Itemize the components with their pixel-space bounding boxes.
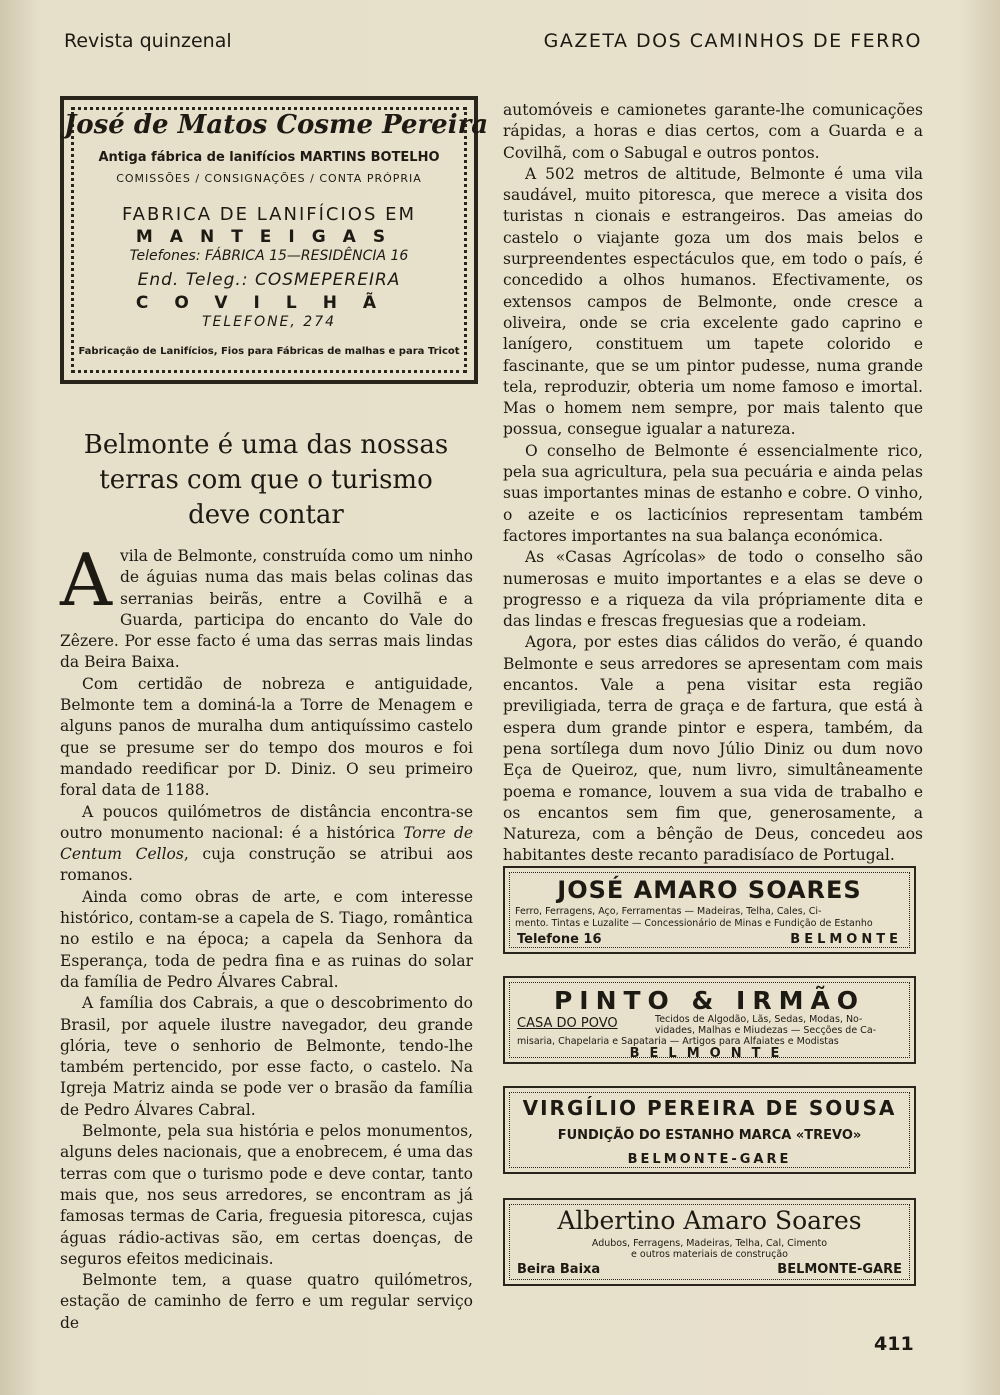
advert-cosme-pereira (60, 96, 489, 384)
advert-name: PINTO & IRMÃO (553, 986, 866, 1015)
title-line: deve contar (188, 500, 344, 530)
advert-line: e outros materiais de construção (631, 1249, 788, 1260)
advert-line: Ferro, Ferragens, Aço, Ferramentas — Madeiras, Telha, Cales, Ci- (515, 906, 822, 917)
advert-line: End. Teleg.: COSMEPEREIRA (137, 270, 401, 290)
advert-pinto-irmao (503, 976, 916, 1064)
paragraph: Com certidão de nobreza e antiguidade, Belmonte tem a dominá-la a Torre de Menagem e alguns panos de muralha dum antiquíssimo castelo que se presume ser do tempo dos mouros e foi mandado reedificar por D. Diniz. O seu primeiro foral data de 1188. (60, 674, 473, 800)
advert-jose-amaro-soares (503, 866, 916, 954)
advert-name: VIRGÍLIO PEREIRA DE SOUSA (522, 1096, 897, 1120)
advert-line: TELEFONE, 274 (201, 314, 337, 330)
advert-line: mento. Tintas e Luzalite — Concessionário de Minas e Fundição de Estanho (515, 918, 873, 929)
advert-line: FABRICA DE LANIFÍCIOS EM (121, 204, 417, 225)
article-column-right (503, 100, 923, 867)
paragraph: Agora, por estes dias cálidos do verão, é quando Belmonte e seus arredores se apresentam com mais encantos. Vale a pena visitar esta região previligiada, terra de graça e de fartura, que está à espera dum grande pintor e espera, também, da pena sortílega dum novo Júlio Diniz ou dum novo Eça de Queiroz, que, num livro, simultâneamente poema e romance, louvem a sua vida de trabalho e os encantos sem fim que, generosamente, a Natureza, com a bênção de Deus, concedeu aos habitantes deste recanto paradisíaco de Portugal. (503, 633, 923, 865)
advert-line: Adubos, Ferragens, Madeiras, Telha, Cal, Cimento (591, 1238, 828, 1249)
advert-name: José de Matos Cosme Pereira (64, 110, 489, 140)
paragraph: Ainda como obras de arte, e com interesse histórico, contam-se a capela de S. Tiago, romântica no estilo e na época; a capela da Senhora da Esperança, toda de pedra fina e as ruinas do solar da família de Pedro Álvares Cabral. (60, 887, 473, 991)
advert-name: Albertino Amaro Soares (557, 1206, 862, 1235)
advert-location: BELMONTE (790, 932, 902, 947)
advert-line: Antiga fábrica de lanifícios MARTINS BOTELHO (98, 150, 440, 165)
advert-line: COMISSÕES / CONSIGNAÇÕES / CONTA PRÓPRIA (116, 172, 422, 185)
title-line: Belmonte é uma das nossas (83, 430, 449, 460)
advert-location: BELMONTE-GARE (627, 1152, 792, 1167)
header-right: GAZETA DOS CAMINHOS DE FERRO (543, 30, 922, 52)
paragraph: As «Casas Agrícolas» de todo o conselho são numerosas e muito importantes e a elas se deve o progresso e a riqueza da vila própriamente dita e das lindas e frescas freguesias que a rodeiam. (503, 548, 923, 631)
advert-location: BELMONTE-GARE (777, 1262, 902, 1277)
advert-phone: Telefone 16 (517, 932, 602, 947)
advert-line: MANTEIGAS (135, 227, 403, 247)
advert-name: JOSÉ AMARO SOARES (557, 876, 862, 904)
advert-albertino-amaro (503, 1198, 916, 1286)
advert-line: vidades, Malhas e Miudezas — Secções de Ca- (655, 1025, 877, 1036)
page-number: 411 (874, 1333, 914, 1355)
paragraph: Belmonte tem, a quase quatro quilómetros, estação de caminho de ferro e um regular serviço de (60, 1271, 473, 1332)
article-title (56, 428, 476, 533)
paragraph: automóveis e camionetes garante-lhe comunicações rápidas, a horas e dias certos, com a Guarda e a Covilhã, com o Sabugal e outros pontos. (503, 101, 923, 162)
paragraph: A 502 metros de altitude, Belmonte é uma vila saudável, muito pitoresca, que merece a visita dos turistas n cionais e estrangeiros. Das ameias do castelo o viajante goza um dos mais belos e surpreendentes espectáculos que, em todo o país, é concedido a olhos humanos. Efectivamente, os extensos campos de Belmonte, onde cresce a oliveira, onde se cria excelente gado caprino e lanígero, constituem um tapete colorido e fascinante, que se um pintor pudesse, numa grande tela, reproduzir, obteria um nome famoso e imortal. Mas o homem nem sempre, por mais talento que possua, consegue igualar a natureza. (503, 164, 923, 439)
paragraph-text: A poucos quilómetros de distância encontra-se outro monumento nacional: é a histórica (60, 802, 473, 842)
advert-virgilio-pereira (503, 1086, 916, 1174)
advert-line: misaria, Chapelaria e Sapataria — Artigos para Alfaiates e Modistas (517, 1036, 839, 1047)
paragraph-text: vila de Belmonte, construída como um ninho de águias numa das mais belas colinas das serranias beirãs, entre a Covilhã e a Guarda, participa do encanto do Vale do Zêzere. Por esse facto é uma das serras mais lindas da Beira Baixa. (60, 547, 473, 672)
paragraph: Belmonte, pela sua história e pelos monumentos, alguns deles nacionais, que a enobrecem, é uma das terras com que o turismo pode e deve contar, tanto mais que, nos seus arredores, se encontram as já famosas termas de Caria, freguesia pitoresca, cujas águas rádio-activas são, em certas doenças, de seguros efeitos medicinais. (60, 1122, 473, 1268)
advert-region: Beira Baixa (517, 1262, 601, 1277)
advert-line: FUNDIÇÃO DO ESTANHO MARCA «TREVO» (557, 1128, 862, 1143)
advert-line: Telefones: FÁBRICA 15—RESIDÊNCIA 16 (129, 248, 409, 264)
paragraph: A família dos Cabrais, a que o descobrimento do Brasil, por aquele ilustre navegador, deu grande glória, teve o senhorio de Belmonte, tendo-lhe também pertencido, por esse facto, o castelo. Na Igreja Matriz ainda se pode ver o brasão da família de Pedro Álvares Cabral. (60, 994, 473, 1119)
italic-text: Torre de Centum Cellos (60, 823, 473, 864)
advert-line: Fabricação de Lanifícios, Fios para Fábricas de malhas e para Tricot (78, 346, 460, 357)
header-left: Revista quinzenal (64, 30, 232, 52)
article-column-left (60, 538, 473, 1334)
advert-line: CASA DO POVO (517, 1016, 618, 1031)
paragraph: O conselho de Belmonte é essencialmente rico, pela sua agricultura, pela sua pecuária e ainda pelas suas importantes minas de estanho e cobre. O vinho, o azeite e os lacticínios representam também factores importantes na sua balança económica. (503, 441, 923, 545)
paragraph (60, 538, 473, 674)
paragraph (60, 802, 473, 887)
advert-line: Tecidos de Algodão, Lãs, Sedas, Modas, No- (655, 1014, 863, 1025)
title-line: terras com que o turismo (99, 465, 433, 495)
paragraph-text: , cuja construção se atribui aos romanos. (60, 845, 473, 885)
advert-location: BELMONTE (629, 1046, 790, 1061)
drop-cap: A (60, 538, 112, 622)
advert-line: COVILHÃ (135, 293, 403, 313)
